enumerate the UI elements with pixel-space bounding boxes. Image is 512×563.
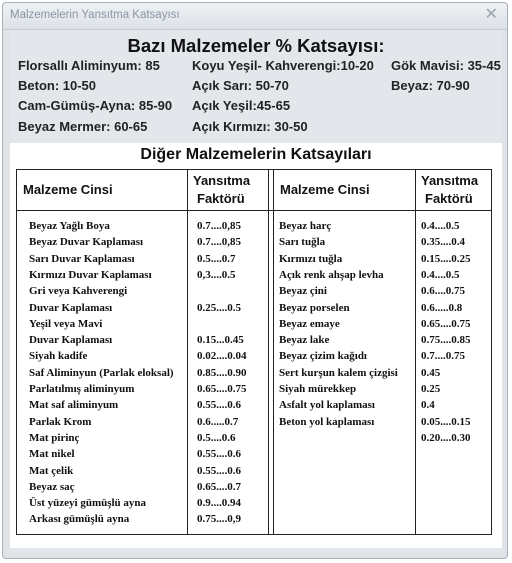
window-title: Malzemelerin Yansıtma Katsayısı [10, 9, 180, 21]
table-divider [273, 170, 274, 534]
table-row-material: Beyaz çini [279, 285, 327, 298]
table-row-material: Mat pirinç [29, 431, 80, 444]
table-row-factor: 0.6.....0.8 [421, 301, 463, 314]
table-row-material: Beyaz emaye [279, 317, 340, 330]
table-row-material: Kırmızı Duvar Kaplaması [29, 268, 152, 281]
table-row-material: Beton yol kaplaması [279, 415, 375, 428]
table-row-factor: 0.25....0.5 [197, 301, 241, 314]
header-factor-left-2: Faktörü [197, 191, 245, 206]
table-row-material: Beyaz harç [279, 220, 332, 232]
material-value: Beyaz Mermer: 60-65 [18, 119, 148, 134]
table-row-material: Mat nikel [29, 448, 75, 461]
table-row-factor: 0.75....0.85 [421, 334, 471, 347]
dialog-window [2, 2, 508, 559]
table-row-material: Siyah mürekkep [279, 383, 357, 395]
table-row-material: Beyaz porselen [279, 301, 350, 314]
material-value: Gök Mavisi: 35-45 [391, 58, 501, 73]
scanned-table-image [10, 143, 502, 548]
material-value: Açık Kırmızı: 30-50 [192, 119, 308, 134]
header-material-right: Malzeme Cinsi [280, 182, 370, 197]
table-row-material: Kırmızı tuğla [279, 252, 343, 265]
reflectance-table [16, 169, 492, 535]
header-factor-left-1: Yansıtma [193, 173, 251, 188]
material-value: Koyu Yeşil- Kahverengi:10-20 [192, 58, 374, 73]
material-value: Beton: 10-50 [18, 78, 97, 93]
table-row-material: Üst yüzeyi gümüşlü ayna [29, 497, 147, 510]
table-row-material: Asfalt yol kaplaması [279, 399, 375, 412]
table-row-factor: 0.20....0.30 [421, 431, 471, 444]
table-row-factor: 0.85....0.90 [197, 366, 247, 379]
table-row-factor: 0.25 [421, 383, 441, 395]
material-value: Beyaz: 70-90 [391, 78, 470, 93]
table-row-material: Gri veya Kahverengi [29, 285, 128, 298]
header-factor-right-2: Faktörü [425, 191, 473, 206]
table-row-factor: 0.55....0.6 [197, 464, 241, 477]
table-row-factor: 0.5....0.7 [197, 252, 236, 265]
table-row-factor: 0.5....0.6 [197, 431, 236, 444]
table-row-factor: 0.05....0.15 [421, 415, 471, 428]
table-row-factor: 0.4....0.5 [421, 268, 460, 281]
table-row-material: Beyaz saç [29, 480, 75, 493]
table-row-factor: 0.45 [421, 366, 441, 379]
header-material-left: Malzeme Cinsi [23, 182, 113, 197]
table-row-material: Beyaz çizim kağıdı [279, 350, 367, 363]
table-row-factor: 0.65....0.75 [197, 383, 247, 395]
table-row-material: Yeşil veya Mavi [29, 317, 103, 330]
header-factor-right-1: Yansıtma [421, 173, 479, 188]
table-row-factor: 0.9....0.94 [197, 497, 241, 510]
table-row-factor: 0.7....0,85 [197, 220, 241, 232]
table-row-factor: 0.55....0.6 [197, 399, 241, 412]
table-row-factor: 0.7....0,85 [197, 236, 241, 249]
table-row-material: Saf Aliminyun (Parlak eloksal) [29, 366, 174, 379]
table-row-factor: 0.15...0.45 [197, 334, 244, 347]
table-row-material: Sarı Duvar Kaplaması [29, 252, 135, 265]
table-row-factor: 0,3....0.5 [197, 268, 236, 281]
table-row-material: Siyah kadife [29, 350, 88, 363]
table-row-factor: 0.75....0,9 [197, 513, 241, 526]
table-row-factor: 0.55....0.6 [197, 448, 241, 461]
table-divider [415, 170, 416, 534]
table-row-material: Beyaz lake [279, 334, 330, 347]
table-row-factor: 0.15....0.25 [421, 252, 471, 265]
table-row-material: Duvar Kaplaması [29, 301, 113, 314]
table-row-factor: 0.7....0.75 [421, 350, 465, 363]
table-row-factor: 0.02....0.04 [197, 350, 247, 363]
table-row-material: Sarı tuğla [279, 236, 326, 249]
material-value: Açık Yeşil:45-65 [192, 98, 291, 113]
table-row-material: Sert kurşun kalem çizgisi [279, 366, 398, 379]
table-row-material: Mat çelik [29, 464, 74, 477]
table-divider [268, 170, 269, 534]
table-row-material: Parlak Krom [29, 415, 92, 428]
close-icon[interactable]: ✕ [484, 6, 498, 23]
table-row-factor: 0.65....0.75 [421, 317, 471, 330]
section2-title: Diğer Malzemelerin Katsayıları [140, 146, 372, 163]
table-divider [187, 170, 188, 534]
table-row-material: Arkası gümüşlü ayna [29, 513, 130, 526]
table-row-factor: 0.35....0.4 [421, 236, 465, 249]
table-row-material: Açık renk ahşap levha [279, 268, 384, 281]
material-value: Florsallı Aliminyum: 85 [18, 58, 160, 73]
section1-title: Bazı Malzemeler % Katsayısı: [127, 35, 385, 56]
table-row-factor: 0.4 [421, 399, 435, 412]
table-row-factor: 0.6.....0.7 [197, 415, 239, 428]
table-row-material: Mat saf aliminyum [29, 399, 119, 412]
material-value: Açık Sarı: 50-70 [192, 78, 289, 93]
title-bar[interactable] [3, 3, 507, 30]
table-row-factor: 0.65....0.7 [197, 480, 241, 493]
table-row-material: Parlatılmış aliminyum [29, 383, 135, 395]
header-divider [17, 210, 491, 211]
table-row-material: Beyaz Yağlı Boya [29, 220, 110, 232]
table-row-factor: 0.6....0.75 [421, 285, 465, 298]
table-row-factor: 0.4....0.5 [421, 220, 460, 232]
table-row-material: Duvar Kaplaması [29, 334, 113, 347]
material-value: Cam-Gümüş-Ayna: 85-90 [18, 98, 173, 113]
table-row-material: Beyaz Duvar Kaplaması [29, 236, 144, 249]
